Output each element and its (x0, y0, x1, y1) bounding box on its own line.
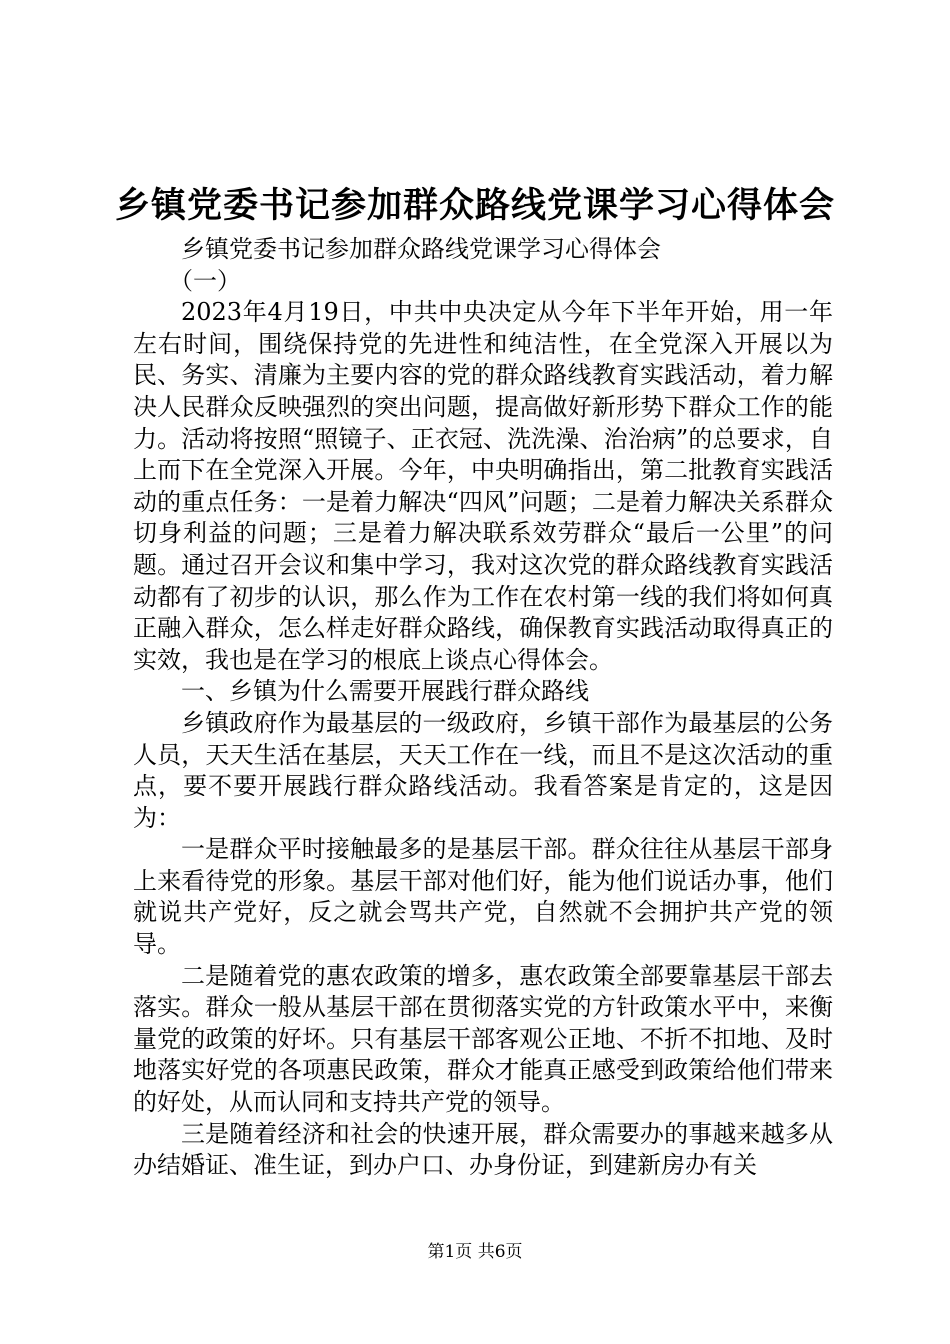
body-paragraph: 三是随着经济和社会的快速开展，群众需要办的事越来越多从办结婚证、准生证，到办户口、办身份证，到建新房办有关 (133, 1119, 833, 1180)
document-body (133, 234, 833, 1182)
body-paragraph: 一是群众平时接触最多的是基层干部。群众往往从基层干部身上来看待党的形象。基层干部对他们好，能为他们说话办事，他们就说共产党好，反之就会骂共产党，自然就不会拥护共产党的领导。 (133, 835, 833, 959)
subtitle-paragraph: 乡镇党委书记参加群众路线党课学习心得体会 (181, 235, 661, 263)
section-heading: 一、乡镇为什么需要开展践行群众路线 (181, 677, 589, 706)
body-paragraph: 二是随着党的惠农政策的增多，惠农政策全部要靠基层干部去落实。群众一般从基层干部在贯彻落实党的方针政策水平中，来衡量党的政策的好坏。只有基层干部客观公正地、不折不扣地、及时地落实好党的各项惠民政策，群众才能真正感受到政策给他们带来的好处，从而认同和支持共产党的领导。 (133, 961, 833, 1117)
page-number-footer: 第1页 共6页 (427, 1242, 523, 1262)
section-number-paragraph: （一） (169, 266, 241, 295)
document-title: 乡镇党委书记参加群众路线党课学习心得体会 (114, 185, 835, 226)
body-paragraph: 乡镇政府作为最基层的一级政府，乡镇干部作为最基层的公务人员，天天生活在基层，天天工作在一线，而且不是这次活动的重点，要不要开展践行群众路线活动。我看答案是肯定的，这是因为： (133, 708, 833, 832)
body-paragraph: 2023年4月19日，中共中央决定从今年下半年开始，用一年左右时间，围绕保持党的先进性和纯洁性，在全党深入开展以为民、务实、清廉为主要内容的党的群众路线教育实践活动，着力解决人民群众反映强烈的突出问题，提高做好新形势下群众工作的能力。活动将按照“照镜子、正衣冠、洗洗澡、治治病”的总要求，自上而下在全党深入开展。今年，中央明确指出，第二批教育实践活动的重点任务：一是着力解决“四风”问题；二是着力解决关系群众切身利益的问题；三是着力解决联系效劳群众“最后一公里”的问题。通过召开会议和集中学习，我对这次党的群众路线教育实践活动都有了初步的认识，那么作为工作在农村第一线的我们将如何真正融入群众，怎么样走好群众路线，确保教育实践活动取得真正的实效，我也是在学习的根底上谈点心得体会。 (133, 298, 833, 674)
